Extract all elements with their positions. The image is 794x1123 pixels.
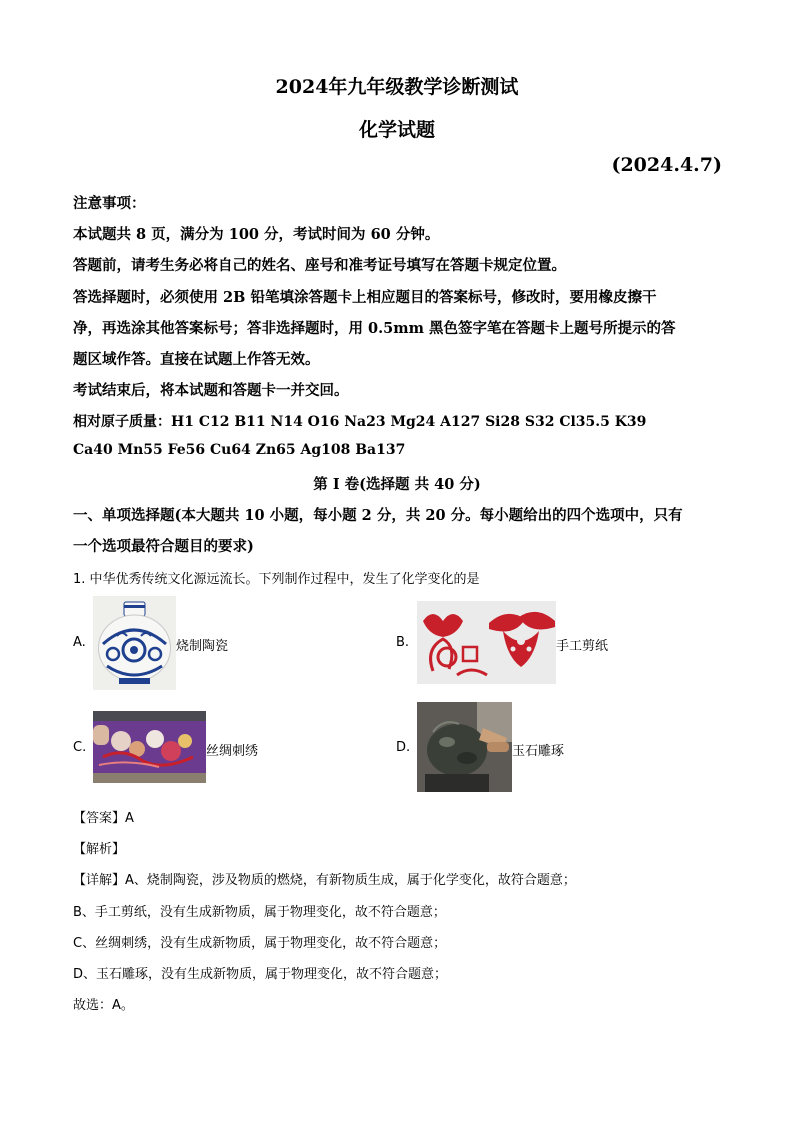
analysis-detail: D、玉石雕琢，没有生成新物质，属于物理变化，故不符合题意； [73, 967, 448, 982]
answer-line: 【答案】A [73, 811, 134, 826]
option-c-text: 丝绸刺绣 [206, 744, 259, 759]
option-b-label: B. [396, 635, 410, 650]
option-a-label: A. [73, 635, 86, 650]
option-c-label: C. [73, 740, 87, 755]
analysis-conclusion: 故选：A。 [73, 998, 134, 1013]
porcelain-vase-image [93, 596, 176, 690]
part-title: 一、单项选择题(本大题共 10 小题，每小题 2 分，共 20 分。每小题给出的四个选项中，只有 [73, 507, 683, 524]
atomic-mass-line: 相对原子质量：H1 C12 B11 N14 O16 Na23 Mg24 A127 Si28 S32 Cl35.5 K39 [73, 414, 647, 430]
page-subtitle: 化学试题 [358, 119, 435, 141]
notice-line: 答选择题时，必须使用 2B 铅笔填涂答题卡上相应题目的答案标号，修改时，要用橡皮擦干 [73, 289, 657, 306]
notice-line: 净，再选涂其他答案标号；答非选择题时，用 0.5mm 黑色签字笔在答题卡上题号所提示的答 [73, 320, 676, 337]
analysis-detail: C、丝绸刺绣，没有生成新物质，属于物理变化，故不符合题意； [73, 936, 447, 951]
analysis-detail: B、手工剪纸，没有生成新物质，属于物理变化，故不符合题意； [73, 905, 446, 920]
page-title: 2024年九年级教学诊断测试 [275, 76, 519, 98]
silk-embroidery-image [93, 711, 206, 783]
analysis-label: 【解析】 [73, 842, 126, 857]
part-title-cont: 一个选项最符合题目的要求) [73, 538, 254, 555]
notice-line: 题区域作答。直接在试题上作答无效。 [73, 351, 320, 368]
exam-date: (2024.4.7) [611, 154, 722, 176]
notice-heading: 注意事项： [73, 195, 146, 212]
jade-carving-image [417, 702, 512, 792]
question-stem: 1. 中华优秀传统文化源远流长。下列制作过程中，发生了化学变化的是 [73, 572, 480, 587]
notice-line: 答题前，请考生务必将自己的姓名、座号和准考证号填写在答题卡规定位置。 [73, 257, 566, 274]
option-d-text: 玉石雕琢 [512, 744, 565, 759]
analysis-detail: 【详解】A、烧制陶瓷，涉及物质的燃烧，有新物质生成，属于化学变化，故符合题意； [73, 873, 576, 888]
section-title: 第 I 卷(选择题 共 40 分) [313, 476, 481, 493]
option-b-text: 手工剪纸 [556, 639, 609, 654]
option-d-label: D. [396, 740, 411, 755]
notice-line: 考试结束后，将本试题和答题卡一并交回。 [73, 382, 349, 399]
notice-line: 本试题共 8 页，满分为 100 分，考试时间为 60 分钟。 [73, 226, 440, 243]
paper-cut-image [417, 601, 556, 684]
option-a-text: 烧制陶瓷 [176, 639, 229, 654]
atomic-mass-line: Ca40 Mn55 Fe56 Cu64 Zn65 Ag108 Ba137 [73, 442, 406, 458]
